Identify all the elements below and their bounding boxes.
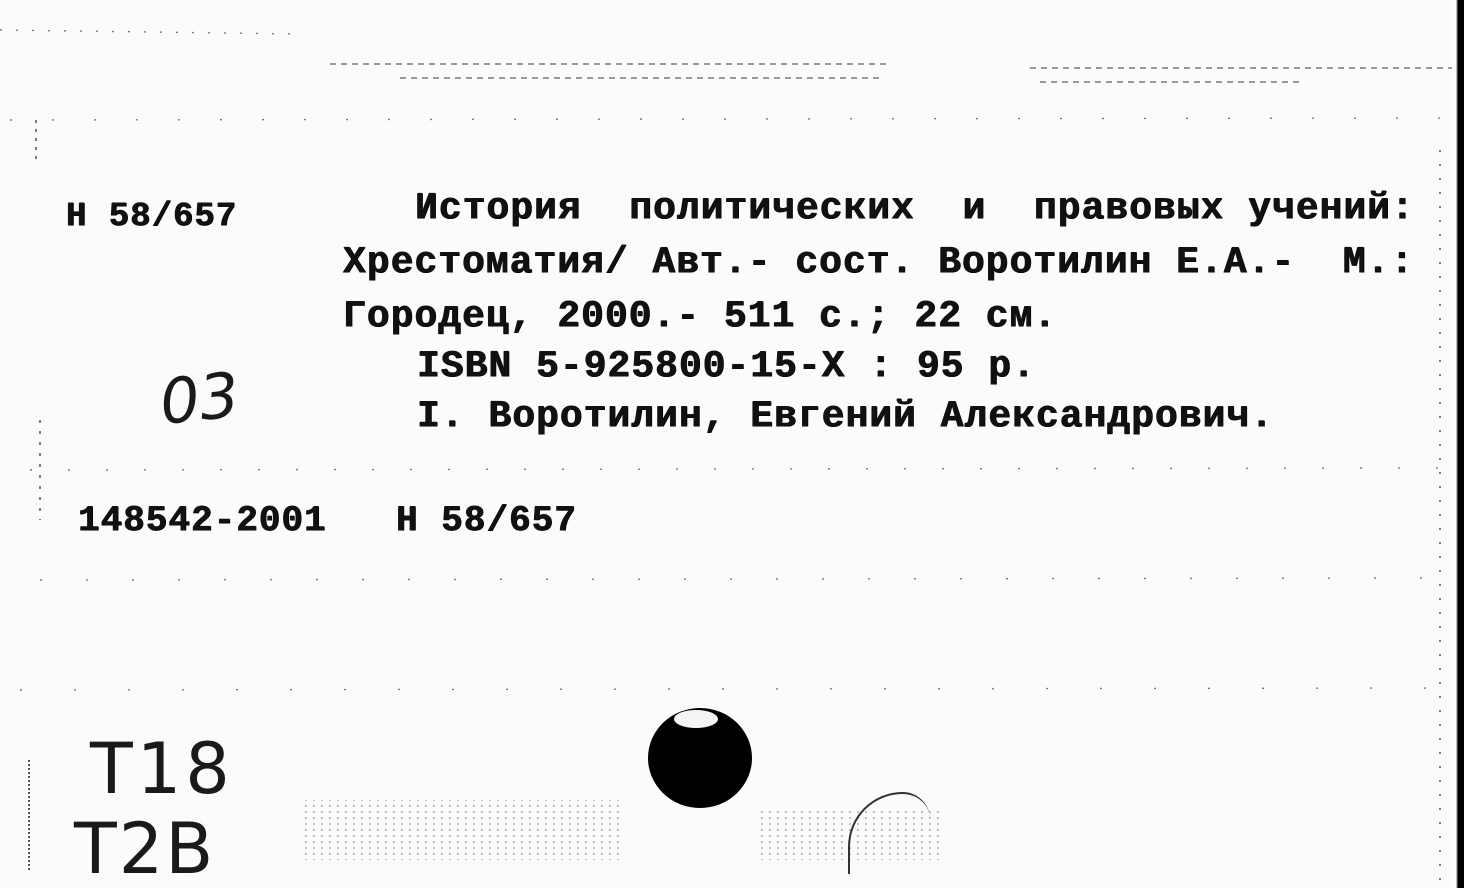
handwritten-code: 03 bbox=[156, 358, 243, 439]
description-line-1: История политических и правовых учений: bbox=[415, 187, 1415, 230]
handwritten-line-1: Т18 bbox=[90, 728, 234, 810]
shelf-mark: Н 58/657 bbox=[66, 198, 238, 236]
punch-hole bbox=[648, 708, 752, 808]
card-left-edge bbox=[28, 760, 32, 870]
card-right-edge bbox=[1452, 0, 1464, 888]
accession-shelf-mark: Н 58/657 bbox=[396, 500, 577, 541]
author-entry-line: I. Воротилин, Евгений Александрович. bbox=[417, 395, 1274, 438]
handwritten-line-2: Т2В bbox=[74, 808, 216, 888]
description-line-2: Хрестоматия/ Авт.- сост. Воротилин Е.А.- М.: bbox=[343, 241, 1415, 284]
accession-number: 148542-2001 bbox=[78, 500, 327, 541]
pencil-arc-mark bbox=[848, 792, 930, 874]
description-line-3: Городец, 2000.- 511 с.; 22 см. bbox=[343, 295, 1058, 338]
isbn-line: ISBN 5-925800-15-X : 95 р. bbox=[417, 345, 1036, 388]
